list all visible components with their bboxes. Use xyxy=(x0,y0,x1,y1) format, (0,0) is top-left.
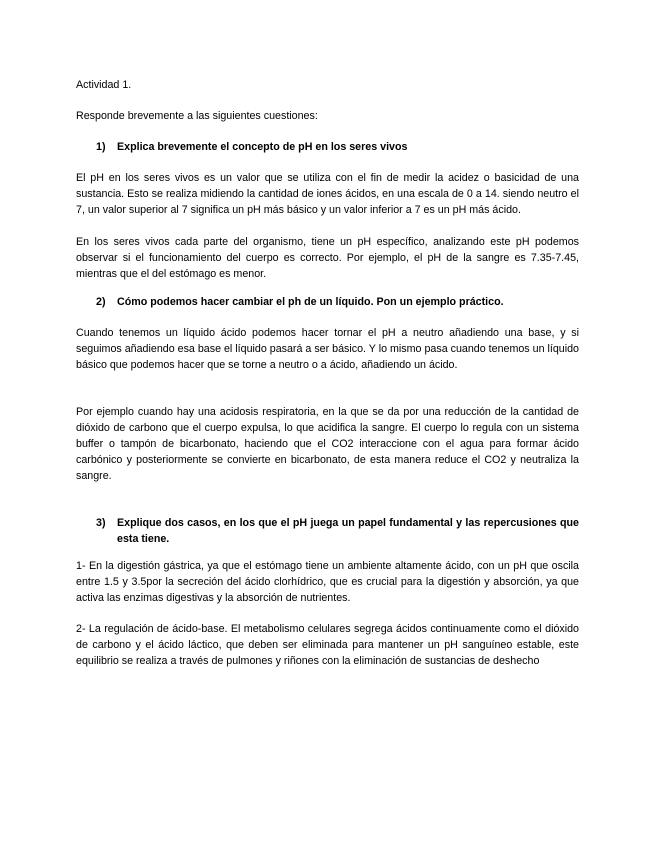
question-1-title: Explica brevemente el concepto de pH en los seres vivos xyxy=(117,141,408,153)
question-3-paragraph-2: 2- La regulación de ácido-base. El metabolismo celulares segrega ácidos continuamente como el dióxido de carbono y el ácido láctico, que deben ser eliminada para mantener un pH sanguíneo estable, este equilibrio se realiza a través de pulmones y riñones con la eliminación de sustancias de deshecho xyxy=(76,623,579,667)
question-3-title: Explique dos casos, en los que el pH juega un papel fundamental y las repercusiones que esta tiene. xyxy=(117,517,579,545)
question-3-paragraph-1: 1- En la digestión gástrica, ya que el estómago tiene un ambiente altamente ácido, con un pH que oscila entre 1.5 y 3.5por la secreción del ácido clorhídrico, que es crucial para la digestión y absorción, ya que activa las enzimas digestivas y la absorción de nutrientes. xyxy=(76,560,579,604)
question-3-number: 3) xyxy=(96,517,106,529)
question-2-paragraph-1: Cuando tenemos un líquido ácido podemos hacer tornar el pH a neutro añadiendo una base, y si seguimos añadiendo esa base el líquido pasará a ser básico. Y lo mismo pasa cuando tenemos un líquido básico que podemos hacer que se torne a neutro o a ácido, añadiendo un ácido. xyxy=(76,327,579,371)
question-2-title: Cómo podemos hacer cambiar el ph de un líquido. Pon un ejemplo práctico. xyxy=(117,296,504,308)
question-1-number: 1) xyxy=(96,141,106,153)
question-1-paragraph-1: El pH en los seres vivos es un valor que se utiliza con el fin de medir la acidez o basicidad de una sustancia. Esto se realiza midiendo la cantidad de iones ácidos, en una escala de 0 a 14. siendo neutro el 7, un valor superior al 7 significa un pH más básico y un valor inferior a 7 es un pH más ácido. xyxy=(76,172,579,216)
question-2-paragraph-2: Por ejemplo cuando hay una acidosis respiratoria, en la que se da por una reducción de la cantidad de dióxido de carbono que el cuerpo expulsa, lo que acidifica la sangre. El cuerpo lo regula con un sistema buffer o tampón de bicarbonato, haciendo que el CO2 interaccione con el agua para formar ácido carbónico y posteriormente se convierte en bicarbonato, de esta manera reduce el CO2 y neutraliza la sangre. xyxy=(76,406,579,482)
instructions-text: Responde brevemente a las siguientes cuestiones: xyxy=(76,110,318,122)
question-1-heading xyxy=(96,139,579,155)
question-2-number: 2) xyxy=(96,296,106,308)
question-1-paragraph-2: En los seres vivos cada parte del organismo, tiene un pH específico, analizando este pH podemos observar si el funcionamiento del cuerpo es correcto. Por ejemplo, el pH de la sangre es 7.35-7.45, mientras que el del estómago es menor. xyxy=(76,236,579,280)
question-2-heading xyxy=(96,294,579,310)
activity-title: Actividad 1. xyxy=(76,79,132,91)
question-3-heading xyxy=(96,515,579,547)
